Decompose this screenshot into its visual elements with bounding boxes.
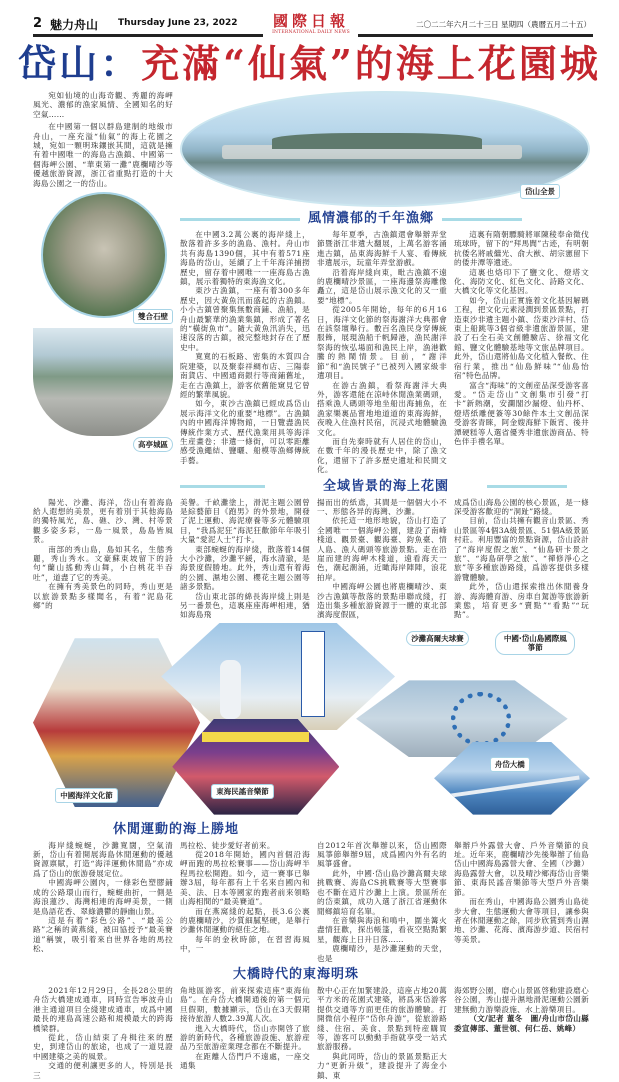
paragraph: 而在秀山，中國海島公園秀山島徒步大會、生態運動大會等項目，讓參與者在休閒運動之餘，同步欣賞到秀山濕地、沙灘、花海、濱海游步道、民宿村等美景。	[454, 897, 589, 944]
paragraph: 馬拉松、徒步愛好者前來。	[180, 840, 275, 850]
caption-bridge: 舟岱大橋	[490, 757, 530, 772]
s3-col1	[33, 841, 173, 954]
header-rule-right	[358, 34, 593, 37]
paragraph: 在中國3.2萬公裏的海岸綫上，散落着許多多的漁島、漁村。舟山市共有海島1390個，其中有着571座海島的岱山，延續了上千年海洋捕撈歷史，留存着中國唯一一座海島古漁鎮，展示着獨特的東海漁文化。	[180, 230, 310, 287]
paragraph: 揚而出的紙鳶，其間是一個個大小不一、形態各异的海灣、沙灘。	[317, 497, 447, 516]
paragraph: 而自先秦時就有人居住的岱山，在數千年的漫長歷史中，除了漁文化，還留下了許多歷史遺址和民間文化。	[317, 436, 447, 475]
paragraph: 成爲岱山海島公園的核心景區，是一條深受游客歡迎的“洞趾”路綫。	[454, 497, 589, 516]
paragraph: 舉辦戶外露營大會、戶外音樂節的良址。近年來，鹿欄晴沙先後舉辦了仙島岱山中國海島露營大會、全國（沙灘）海島露營大會，以及晴沙鄉海岱山音樂節、東海民謠音樂節等大型戶外音樂節。	[454, 840, 589, 897]
section-name: 魅力舟山	[50, 18, 99, 32]
section-1-heading-row	[180, 210, 590, 228]
s4-col2	[180, 986, 310, 1071]
section-3-heading-row	[33, 821, 590, 839]
s1-col4	[454, 230, 589, 446]
section-heading-sea-garden: 全域皆景的海上花園	[323, 478, 450, 494]
logo-en: INTERNATIONAL DAILY NEWS	[272, 30, 350, 35]
s2-col1	[33, 498, 173, 611]
paragraph: 這裏有隋朝驃騎將軍陳稜奉命徵伐琉球時，留下的“拜馬閭”古迹，有明朝抗倭名將戚繼光、俞大猷、胡宗憲留下的倭井潭等遺迹。	[454, 230, 589, 268]
paragraph: 依托這一地形地貌，岱山打造了全國唯一一個海岬公園，建設了南峰棧道、觀景臺、觀海臺、鈞魚臺、情人島、漁人碼頭等旅游景點。走在沿崖而建的海岬木棧道，遠看海天一色，潮起潮涌，近瞰海岸陣陣，浪花拍岸。	[317, 516, 447, 582]
paragraph: 在游古漁鎮，看祭海謝洋大典外，游客還能在涼峙休閒漁業碼頭，搭乘漁人碼頭等地坐船出海捕魚，在漁家樂裏品嘗地地道道的東海海鮮，夜晚入住漁村民宿，沉浸式地體驗漁文化。	[317, 380, 447, 437]
title-main: 充滿“仙氣”的海上花園城	[141, 41, 601, 86]
accent-line	[442, 218, 522, 221]
section-heading-leisure-sports: 休閒運動的海上勝地	[113, 821, 240, 837]
paragraph: 每年的金秋時節，在習習海風中，一	[180, 934, 310, 954]
s4-col1	[33, 986, 173, 1080]
s3-col2	[180, 841, 310, 954]
s2-col4	[454, 498, 589, 620]
section-3-columns	[33, 841, 590, 963]
paragraph: 每年夏季，古漁鎮還會舉辦弄堂節暨浙江非遺大翻展，上萬名游客涌進古鎮，品東海海鮮千人宴、看傳統非遺展示，玩童年弄堂游戲。	[317, 230, 447, 268]
paragraph: 從此，岱山結束了舟楫往來的歷史，到達岱山的旅途，也成了一道見證中國建築之美的風景。	[33, 1032, 173, 1061]
paragraph: 目前，岱山共擁有觀音山景區、秀山景區等4個3A級景區、51個A級景區村莊。利用豐富的景點資源，岱山設計了“海岸度假之旅”、“仙島研卡景之旅”、“海島研學之旅”、“禪修淨心之旅”等多種旅游路綫，爲游客提供多樣游覽體驗。	[454, 516, 589, 582]
paragraph: 如今，岱山正實施着文化基因解碼工程，把文化元素浸潤到景區景點，打造東沙非遺主題小鎮、岱東沙洋村、岱東上船跳等3個省級非遺旅游景區，建設了石全石美文創體驗店、徐福文化館、鹽文化體驗基地等文旅品牌項目。此外，岱山還將仙島文化植入餐飲、住宿行業，推出“仙島鮮味”“仙島怡宿”特色品牌。	[454, 295, 589, 381]
section-2-columns	[33, 498, 590, 620]
paragraph: 從2018年開始，國內首個沿海岬而跑的馬拉松賽事——岱山海岬半程馬拉松開跑。如今，這一賽事已舉辦3屆，每年都有上千名來自國內和美、法、日本等國家的跑者前來領略山海相間的“最美賽道”。	[180, 850, 310, 907]
paragraph: 南部的秀山島，島如其名，生態秀麗，秀山秀水。文豪蘇東坡留下的詩句“蘭山搖動秀山舞，小白桃花半吞吐”，道盡了它的秀美。	[33, 544, 173, 582]
gaoting-photo	[33, 328, 173, 436]
paragraph: 這是有着“彩色公路”、“最美公路”之稱的黃燕綫，被田協授予“最美賽道”稱號，吸引着來自世界各地的馬拉松、	[33, 915, 173, 954]
s1-col3	[317, 230, 447, 475]
s1-col2	[180, 230, 310, 465]
paragraph: 交通的便利讓更多的人，特別是長三	[33, 1061, 173, 1080]
paragraph: 如今，東沙古漁鎮已經成爲岱山展示海洋文化的重要“地標”。古漁鎮內的中國海洋博物館，一日覽盡漁民傳統作業方式、歷代漁業用具等海洋生産畫卷；非遺一條街，可以零距離感受漁繩結、鹽曬、船模等漁鄉傳統手藝。	[180, 399, 310, 465]
paragraph: 宛如仙境的山海奇觀、秀麗的海岬風光、濃郁的漁家風情、全國知名的好空氣……	[33, 91, 173, 119]
article-credit: （文/記者 董冬 圖/舟山市岱山縣委宣傳部、董世領、何仁岳、姚峰）	[454, 1014, 589, 1033]
paragraph: 此外，中國·岱山島沙灘高爾夫球挑戰賽、海島CS挑戰賽等大型賽事也不斷在這片沙灘上上演。景區所在的岱東鎮，成功入選了浙江省運動休閒鄉鎮培育名單。	[317, 868, 447, 916]
paragraph: 在距離人岱門戶不遠處，一座交通集	[180, 1051, 310, 1071]
paragraph: 從2005年開始，每年的6月16日，海洋文化節的祭海謝洋大典都會在該祭壇舉行。數百名漁民身穿傳統服飾，展現漁船千帆歸港，漁民謝洋祭海的恢弘場面和漁民上岸，漁港歡騰的熱鬧情景。目前，“謝洋節”和“漁民號子”已被列入國家級非遺項目。	[317, 305, 447, 381]
accent-line	[180, 485, 265, 488]
page-title	[0, 40, 619, 88]
paragraph: 寬寬的石板路、密集的木質四合院建築，以及聚泰祥綢布店、三陽泰南貨店、中國通商銀行等商鋪舊址，走在古漁鎮上，游客依舊能窺見它曾經的繁華風貌。	[180, 352, 310, 399]
paragraph: 美譽。千畝灘塗上，滑泥主題公園曾是綜藝節目《跑男》的外景地，開發了泥上運動、海泥療養等多元體驗項目，“我爲泥狂”海泥狂歡節年年吸引大量“愛泥人士”打卡。	[180, 497, 310, 545]
date-chinese: 二〇二二年六月二十三日 星期四（農曆五月二十五）	[416, 20, 591, 29]
s3-col4	[454, 841, 589, 944]
paragraph: 此外，岱山還探索推出休閒養身游、海海體育游、房車自駕游等旅游新業態，培育更多“賣點”“看點”“玩點”。	[454, 582, 589, 620]
title-place: 岱山：	[18, 41, 142, 86]
paragraph: 沿着海岸綫向東，毗古漁鎮不遠的鹿欄晴沙景區，一座海邊祭海雕像矗立，這是岱山展示漁文化的又一重要“地標”。	[317, 267, 447, 305]
caption-panorama: 岱山全景	[520, 184, 560, 199]
paragraph: 而在燕窩綫的起點，長3.6公裏的鹿欄晴沙，沙質細膩堅硬，是舉行沙灘休閒運動的絕佳之地。	[180, 906, 310, 935]
intro-text	[33, 91, 173, 188]
section-4-columns	[33, 986, 590, 1080]
shuanghe-photo	[41, 192, 167, 318]
s4-col4	[454, 986, 589, 1033]
paragraph: 岱山東北部的綿長海岸綫上則是另一番景色，這裏座座海岬相連，猶如海島飛	[180, 591, 310, 620]
s2-col2	[180, 498, 310, 620]
panorama-wrap	[180, 91, 590, 207]
accent-line	[487, 485, 567, 488]
paragraph: 角地區游客，前來探索這座“東海仙島”。在舟岱大橋開通後的第一個元旦假期，數據顯示，岱山在3天假期接待旅游人數2.39萬人次。	[180, 985, 310, 1024]
paragraph: 東沙古漁鎮，一座有着300多年歷史，因大黃魚汛而盛起的古漁鎮。小小古鎮曾聚集無數商鋪、漁船，是舟山最繁華的漁業集鎮，形成了著名的“橫街魚市”。隨大黃魚汛消失，迅速沒落的古鎮，被完整地封存在了歷史中。	[180, 286, 310, 352]
left-column	[33, 91, 173, 452]
newspaper-logo	[265, 12, 357, 36]
top-area	[33, 91, 590, 475]
paragraph: 在擁有秀美景色的同時，秀山更是以旅游景點多樣聞名，有着“泥島花鄉”的	[33, 582, 173, 611]
paragraph: 在中國第一個以群島建制的地級市舟山，一座充溢“仙氣”的海上花園之城，宛如一顆明珠鑲嵌其間，這就是擁有着中國唯一的海島古漁鎮、中國第一個海岬公園、“華東第一灘”鹿欄晴沙等優越旅游資源，浙江省重點打造的十大海島公園之一的岱山。	[33, 122, 173, 188]
section-1-columns	[180, 230, 590, 475]
article-body	[33, 91, 590, 1080]
s4-col3	[317, 986, 447, 1080]
shuanghe-photo-wrap	[33, 192, 173, 324]
paragraph: 東部蜿蜒的海岸綫，散落着14個大小沙灘，沙灘平緩，海水清澈，是海景度假勝地。此外，秀山還有着海的公園、濕地公園、櫻花主題公園等諸多景點。	[180, 544, 310, 592]
right-area	[180, 91, 590, 475]
paragraph: 陽光、沙灘、海洋，岱山有着海島給人遐想的美景，更有着別于其他海島的獨特風光，島、礁、沙、灣、村等景觀多姿多彩，一島一風景，島島皆風景。	[33, 497, 173, 545]
caption-culture-festival: 中國海洋文化節	[55, 788, 118, 803]
s3-col3	[317, 841, 447, 963]
caption-music-festival: 東海民謠音樂節	[211, 784, 274, 799]
date-english: Thursday June 23, 2022	[118, 18, 238, 28]
photo-collage	[33, 623, 590, 815]
paragraph: 自2012年首次舉辦以來，岱山國際風箏節舉辦9屆，成爲國內外有名的風箏盛會。	[317, 840, 447, 869]
paragraph: 這裏也烙印下了鹽文化、燈塔文化、海防文化、紅色文化、詩路文化、大橋文化等文化基因。	[454, 267, 589, 296]
paragraph: 海岸綫蜿蜒，沙灘寬闊，空氣清新，岱山有着開展海島休閒運動的優越資源禀賦，打造“海洋運動休閒島”亦成爲了岱山的旅游發展定位。	[33, 840, 173, 878]
page-number: 2	[33, 16, 43, 31]
paragraph: 2021年12月29日，全長28公里的舟岱大橋建成通車，同時宣告寧波舟山港主通道項目全綫建成通車，成爲中國最長的連島高速公路和規模最大的跨海橋梁群。	[33, 985, 173, 1033]
section-4-heading-row	[33, 966, 590, 984]
caption-golf: 沙灘高爾夫球賽	[406, 631, 469, 646]
paragraph: 在音樂與海浪和鳴中，圍坐篝火盡情狂歡，探出帳篷，看夜空點點繁星，觀海上日升日落……	[317, 915, 447, 944]
paragraph: 散中心正在加緊建設，這座占地20萬平方米的花園式建築，將爲來岱游客提供交通等方面更佳的旅游體驗。打開微信小程序“岱你舟游”，從旅游路綫、住宿、美食、景點到特産購買等，游客可以動動手指就享受一站式旅游服務。	[317, 985, 447, 1052]
golf-photo	[161, 623, 395, 730]
caption-gaoting: 高亭城區	[133, 437, 173, 452]
paragraph: 與此同時，岱山的景區景點正大力“更新升級”，建設提升了海金小鎮、東	[317, 1051, 447, 1080]
paragraph: 中國海岬公園也將鹿欄晴沙、東沙古漁鎮等散落的景點串聯成綫，打造出集多種旅游資源于一體的東北部濱海度假區，	[317, 582, 447, 620]
gaoting-photo-wrap	[33, 328, 173, 452]
s2-col3	[317, 498, 447, 620]
paragraph: 鹿欄晴沙，是沙灘運動的天堂，也是	[317, 944, 447, 963]
caption-shuanghe: 雙合石壁	[133, 309, 173, 324]
music-festival-photo	[172, 719, 339, 815]
caption-kite-festival: 中國·岱山島國際風箏節	[495, 631, 575, 655]
accent-line	[180, 218, 300, 221]
section-heading-fishing-village: 風情濃郁的千年漁鄉	[308, 211, 435, 226]
paragraph: 海郊野公園，磨心山景區啓動建設磨心谷公園，秀山提升濕地滑泥運動公園新建無動力游樂設施、水上游樂項目。	[454, 985, 589, 1014]
culture-festival-photo	[33, 638, 200, 807]
paragraph: 富含“海味”的文創産品深受游客喜愛。“岱走岱山”文創集市引發“打卡”新熱潮，安瀾閣沙漏燈、仙丹杯、燈塔紙雕便簽等30餘件本土文創品深受游客青睞，阿金嫂海鮮下飯宵、後井潭硬糕等人選省優秀非遺旅游商品、特色伴手禮名單。	[454, 380, 589, 446]
section-2-heading-row	[33, 478, 590, 496]
header-rule-left	[33, 34, 263, 37]
paragraph: 中國海岬公園內，一條彩色塑膠鋪成的公路環山而行，蜿蜒曲折，一側是海浪蓮沙、海灣相連的海岬美景，一側是鳥語花香、翠綠濃鬱的靜幽山景。	[33, 878, 173, 916]
paragraph: 進入大橋時代，岱山亦開啓了旅游的新時代，各種旅游設施、旅游産品乃至旅游産業理念都在不斷提升。	[180, 1023, 310, 1052]
section-heading-bridge-era: 大橋時代的東海明珠	[233, 966, 360, 982]
logo-cn: 國際日報	[272, 12, 349, 30]
